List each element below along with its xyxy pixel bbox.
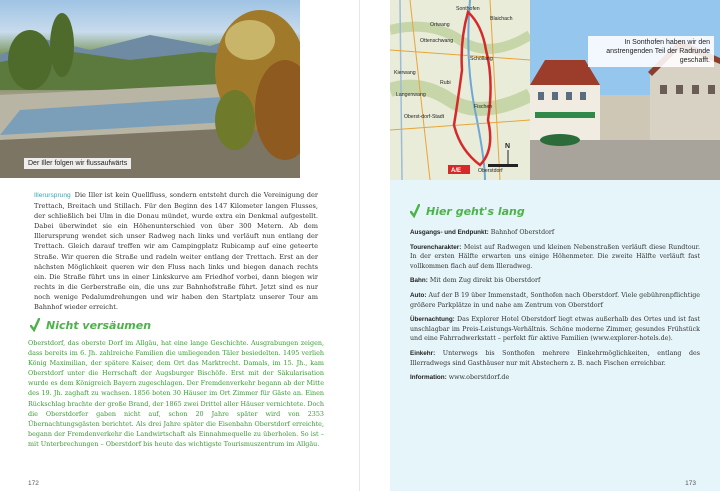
- map-start-label: A/E: [451, 168, 462, 174]
- map-label: Rubi: [440, 80, 451, 86]
- map-label: Schöllang: [470, 56, 493, 62]
- map-label: Oberst-dorf-Stadt: [404, 114, 445, 120]
- route-map: [390, 0, 530, 180]
- topographic-map-image: [390, 0, 530, 180]
- town-photo: [530, 0, 720, 180]
- map-label: Oberstdorf: [478, 168, 503, 174]
- river-landscape-image: [0, 0, 300, 178]
- nicht-versaeumen-box: [28, 318, 324, 449]
- info-item-accommodation: Übernachtung: Das Explorer Hotel Oberstdorf liegt etwas außerhalb des Ortes und ist fast unschlagbar im Preis-Leistungs-Verhältnis. Schöne moderne Zimmer, gesundes Frühstück und eine Fahrradwerkstatt – perfekt für aktive Familien (www.explorer-hotels.de).: [410, 316, 700, 343]
- info-item-car: Auto: Auf der B 19 über Immenstadt, Sonthofen nach Oberstdorf. Viele gebührenpflichtige größere Parkplätze in und nahe am Zentrum von Oberstdorf: [410, 291, 700, 309]
- info-item-train: Bahn: Mit dem Zug direkt bis Oberstdorf: [410, 277, 541, 285]
- map-label: Sonthofen: [456, 6, 480, 12]
- page-number-right: 173: [685, 480, 696, 487]
- box-text: Oberstdorf, das oberste Dorf im Allgäu, hat eine lange Geschichte. Ausgrabungen zeigen, dass bereits im 6. Jh. zahlreiche Familien die umliegenden Täler besiedelten. 1495 verlieh König Maximilian, der spätere Kaiser, dem Ort das Marktrecht. Damals, im 15. Jh., kam Oberstdorf unter die Herrschaft der Augsburger Bischöfe. Erst mit der Säkularisation wurde es dem Königreich Bayern zugeschlagen. Der Fremdenverkehr begann ab der Mitte des 19. Jh. zaghaft zu wachsen. 1856 boten 30 Häuser im Ort Zimmer für Gäste an. Einen Rückschlag brachte der große Brand, der 1865 zwei Drittel aller Häuser vernichtete. Doch die Oberstdorfer gaben nicht auf, schon 20 Jahre später wird von 2353 Übernachtungsgästen berichtet. Als drei Jahre später die Eisenbahn Oberstdorf erreichte, begann der Fremdenverkehr die Landwirtschaft als Einnahmequelle zu überholen. So ist – mit Unterbrechungen – Oberstdorf bis heute das wichtigste Tourismuszentrum im Allgäu.: [28, 339, 324, 448]
- check-icon: [410, 204, 420, 218]
- info-heading: [410, 204, 700, 218]
- map-label: Ottenschwang: [420, 38, 454, 44]
- map-label: Blaichach: [490, 16, 513, 22]
- right-page: [360, 0, 720, 491]
- town-photo-caption: In Sonthofen haben wir den anstrengenden Teil der Radrunde geschafft.: [588, 36, 714, 67]
- page-number-left: 172: [28, 480, 39, 487]
- info-item-food: Einkehr: Unterwegs bis Sonthofen mehrere Einkehrmöglichkeiten, entlang des Illerradwegs sind Gasthäuser nur mit Abstechern z. B. nach Fischen erreichbar.: [410, 349, 700, 367]
- info-item-character: Tourencharakter: Meist auf Radwegen und kleinen Nebenstraßen verläuft diese Rundtour. In der ersten Hälfte erwarten uns einige Höhenmeter. Die zweite Hälfte verläuft fast vollkommen flach auf dem Illeradweg.: [410, 243, 700, 270]
- info-item-information: Information: www.oberstdorf.de: [410, 374, 510, 382]
- info-title: Hier geht's lang: [426, 204, 525, 218]
- river-photo: [0, 0, 300, 178]
- section-lead: Illerursprung: [34, 192, 71, 199]
- map-label: Kierwang: [394, 70, 416, 76]
- map-label: Langenwang: [396, 92, 426, 98]
- river-photo-caption: Der Iller folgen wir flussaufwärts: [24, 158, 131, 169]
- box-title: Nicht versäumen: [46, 318, 152, 332]
- svg-text:N: N: [505, 143, 511, 150]
- main-text-body: Die Iller ist kein Quellfluss, sondern entsteht durch die Vereinigung der Trettach, Breitach und Stillach. Für den Beginn des 147 Kilometer langen Flusses, der schließlich bei Ulm in die Donau mündet, wurde extra ein Denkmal aufgestellt. Dabei überwindet sie ein Höhenunterschied von über 300 Metern. Ab dem Illerursprung wendet sich unser Radweg nach links und verläuft nun entlang der Trettach. Gleich darauf treffen wir am Campingplatz Rubicamp auf eine geteerte Straße. Wir queren die Straße und radeln weiter entlang der Trettach. Erst an der nächsten Möglichkeit queren wir den Fluss nach links und biegen danach rechts ein. Die Straße führt uns in einer Linkskurve am Friedhof vorbei, dann biegen wir rechts in die Gerberstraße ein, die uns zur Bahnhofstraße führt. Jetzt sind es nur noch wenige Pedalumdrehungen und wir haben den Startplatz unserer Tour am Bahnhof wieder erreicht.: [34, 191, 318, 312]
- map-label: Fischen: [474, 104, 493, 110]
- info-item-start: Ausgangs- und Endpunkt: Bahnhof Oberstdorf: [410, 229, 555, 236]
- check-icon: [30, 318, 40, 332]
- map-label: Ortwang: [430, 22, 450, 28]
- route-info-box: [390, 180, 720, 491]
- sonthofen-square-image: [530, 0, 720, 180]
- main-text: [34, 190, 318, 312]
- box-heading: [30, 318, 324, 332]
